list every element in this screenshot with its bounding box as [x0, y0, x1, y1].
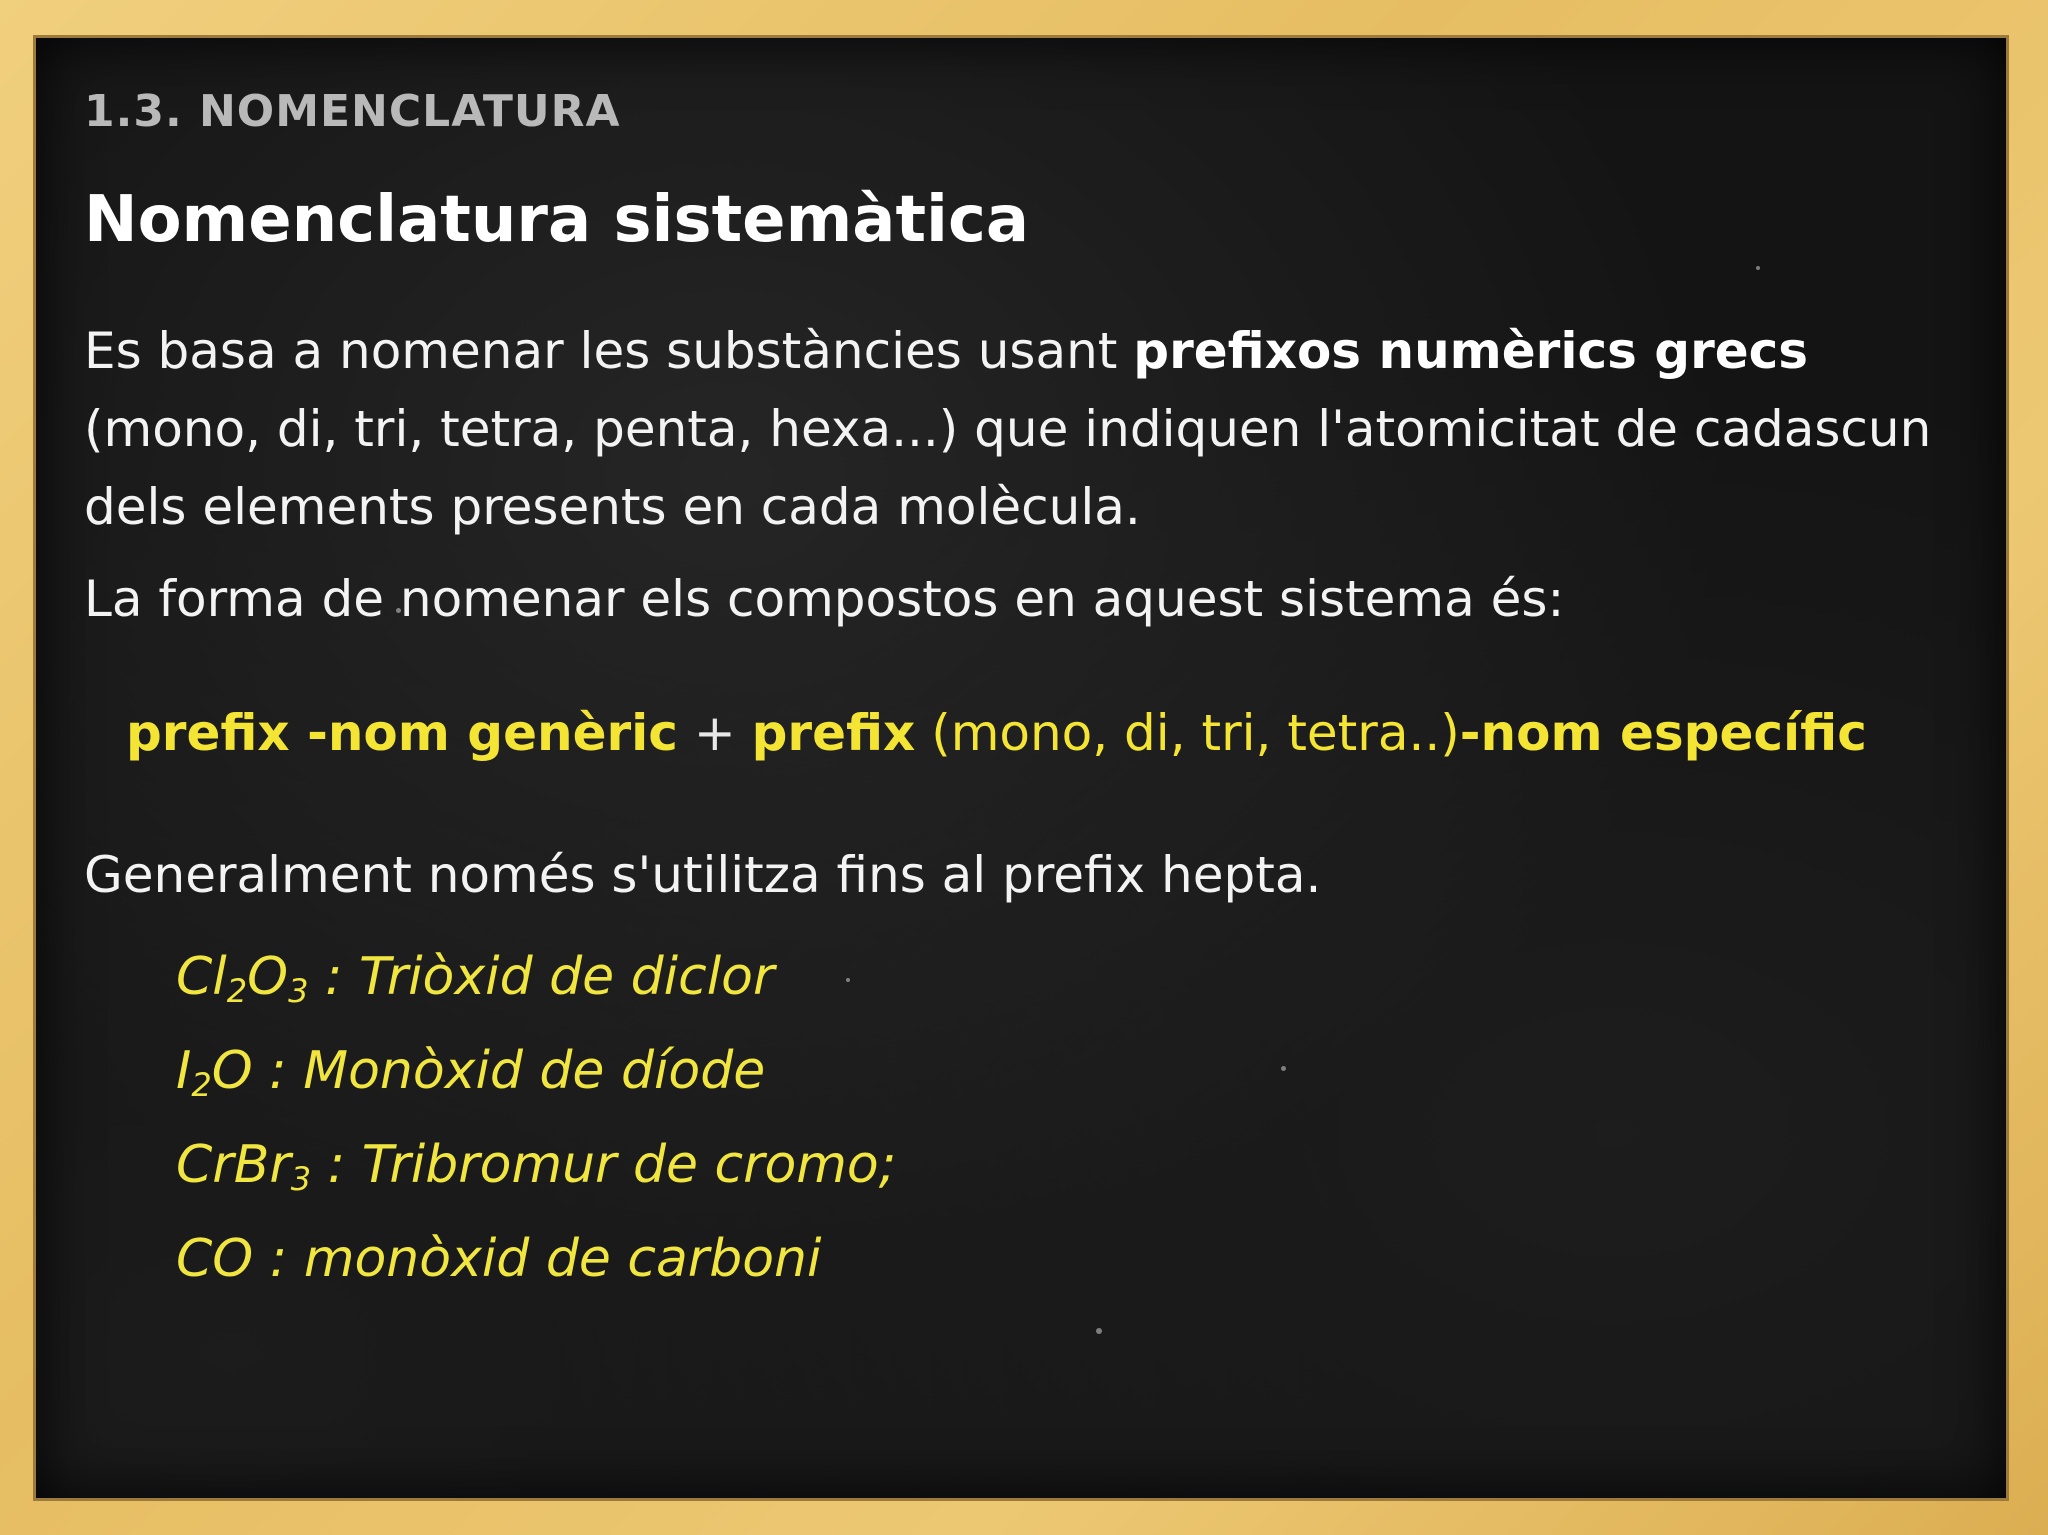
formula-plus: + [677, 704, 752, 762]
chalkboard [36, 38, 2006, 1498]
slide-title: Nomenclatura sistemàtica [84, 183, 1030, 257]
example-formula [176, 1135, 312, 1198]
method-paragraph: La forma de nomenar els compostos en aquest sistema és: [84, 570, 1565, 628]
intro-text-end: (mono, di, tri, tetra, penta, hexa...) que indiquen l'atomicitat de cadascun dels elements presents en cada molècula. [84, 400, 1932, 536]
example-name: : Tribromur de cromo; [311, 1135, 897, 1195]
intro-bold-term: prefixos numèrics grecs [1133, 322, 1809, 380]
formula-symbol: Cl [176, 947, 227, 1007]
slide-content [84, 84, 1964, 1306]
example-formula [176, 947, 309, 1010]
chalk-speck [1096, 1328, 1102, 1334]
formula-symbol: CrBr [176, 1135, 291, 1195]
example-item [176, 1118, 1964, 1212]
example-formula [176, 1041, 253, 1104]
example-item [176, 1024, 1964, 1118]
formula-specific-part: -nom específic [1459, 704, 1867, 762]
examples-list [176, 930, 1964, 1306]
intro-text-start: Es basa a nomenar les substàncies usant [84, 322, 1134, 380]
example-item [176, 1212, 1964, 1306]
example-name: : Triòxid de diclor [308, 947, 775, 1007]
example-name: : Monòxid de díode [252, 1041, 766, 1101]
formula-subscript: 3 [290, 1160, 312, 1198]
formula-symbol: I [176, 1041, 192, 1101]
section-label: 1.3. NOMENCLATURA [84, 86, 621, 137]
formula-symbol: O [211, 1041, 253, 1101]
intro-paragraph [84, 312, 1964, 546]
formula-generic-part: prefix -nom genèric [126, 704, 678, 762]
example-formula [176, 1229, 253, 1289]
formula-subscript: 3 [288, 972, 309, 1010]
example-name: : monòxid de carboni [253, 1229, 822, 1289]
formula-prefix-part: prefix [751, 704, 916, 762]
limit-paragraph: Generalment només s'utilitza fins al prefix hepta. [84, 846, 1322, 904]
formula-symbol: O [247, 947, 289, 1007]
formula-prefix-list: (mono, di, tri, tetra..) [915, 704, 1460, 762]
formula-subscript: 2 [226, 972, 248, 1010]
naming-formula [126, 698, 1964, 768]
example-item [176, 930, 1964, 1024]
formula-subscript: 2 [191, 1066, 212, 1104]
formula-symbol: CO [176, 1229, 254, 1289]
